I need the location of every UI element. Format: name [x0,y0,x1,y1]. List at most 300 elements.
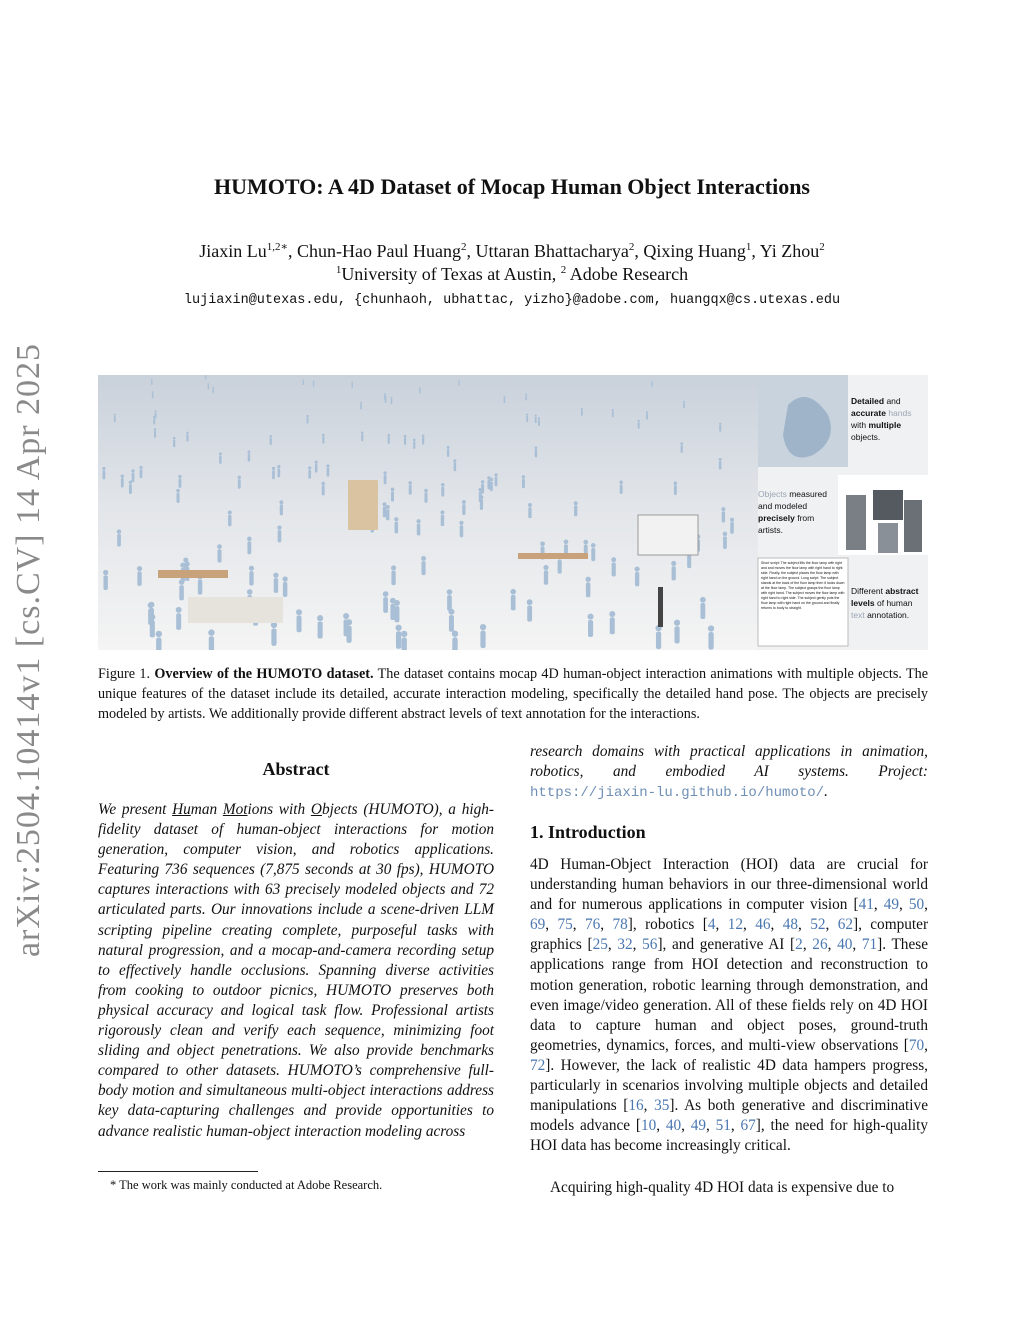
human-figure [270,438,272,445]
human-figure [391,491,394,501]
human-figure-head [383,502,387,506]
human-figure [360,404,362,410]
human-figure [352,383,353,387]
human-figure-head [441,483,445,487]
human-figure [391,399,393,404]
human-figure-head [217,544,222,549]
human-figure [544,570,548,584]
human-figure-head [228,511,232,515]
human-figure-head [343,613,349,619]
human-figure [646,414,648,420]
human-figure [620,484,623,494]
human-figure-head [361,431,364,434]
intro-text: , [802,936,813,954]
footnote: * The work was mainly conducted at Adobe Research. [110,1178,383,1192]
human-figure-head [277,465,280,468]
human-figure [424,493,427,503]
human-figure [687,555,691,568]
human-figure [409,485,412,495]
teaser-figure [98,375,928,650]
human-figure-head [404,435,407,438]
human-figure [511,595,516,611]
intro-text: , [873,896,884,914]
abstract-body: We present Human Motions with Objects (HUMOTO), a high-fidelity dataset of human-object interactions for motion generation, computer vision, and robotics applications. Featuring 736 sequences (7,875 seconds at 30 fps), HUMOTO captures interactions with 63 precisely modeled objects and 72 articulated parts. Our innovations include a scene-driven LLM scripting pipeline creating complete, purposeful tasks with natural progression, and a mocap-and-camera recording setup to effectively handle occlusions. Spanning diverse activities from cooking to outdoor picnics, HUMOTO preserves both physical accuracy and logical task flow. Professional artists rigorously clean and verify each sequence, minimizing foot sliding and object penetrations. We also provide benchmarks compared to other datasets. HUMOTO’s comprehensive full-body motion and simultaneous multi-object interactions address key data-capturing challenges and provide opportunities to advance realistic human-object interaction modeling across [98,801,494,1140]
human-figure-head [487,476,490,479]
citation-link[interactable]: 26 [812,936,828,954]
human-figure-head [219,452,222,455]
citation-link[interactable]: 49 [883,896,900,914]
human-figure [421,561,425,575]
intro-text: ]. As both generative and discriminative models advance [ [530,1097,928,1135]
human-figure [208,385,209,390]
human-figure-head [249,566,254,571]
human-figure-head [208,629,214,635]
intro-text: , [706,1117,716,1135]
human-figure-head [273,573,278,578]
citation-link[interactable]: 2 [795,936,803,954]
human-figure-head [152,391,154,393]
human-figure [722,511,725,522]
human-figure-head [543,565,548,570]
human-figure [612,411,614,417]
human-figure-head [637,420,639,422]
human-figure [396,631,401,649]
human-figure [176,493,179,503]
human-figure-head [139,466,142,469]
human-figure [480,631,485,649]
human-figure [480,499,483,510]
human-figure [155,412,157,418]
human-figure-head [538,417,540,419]
human-figure-head [351,382,353,384]
citation-link[interactable]: 35 [654,1097,670,1115]
citation-link[interactable]: 67 [740,1117,756,1135]
human-figure-head [395,625,401,631]
human-figure-head [208,383,210,385]
human-figure-head [308,466,311,469]
human-figure-head [453,459,456,462]
human-figure-head [154,428,157,431]
intro-text: , [632,936,643,954]
human-figure [581,410,583,416]
intro-text: , [656,1117,666,1135]
human-figure-head [148,602,154,608]
citation-link[interactable]: 72 [530,1056,546,1074]
human-figure [117,534,121,546]
citation-link[interactable]: 76 [585,916,601,934]
intro-text: ], computer graphics [ [530,916,929,954]
human-figure-head [730,518,734,522]
human-figure-head [183,558,188,563]
human-figure-head [383,471,386,474]
human-figure-head [447,446,450,449]
human-figure [683,403,685,408]
citation-link[interactable]: 52 [810,916,826,934]
human-figure-head [313,381,315,383]
human-figure [401,637,406,650]
human-figure-head [535,415,537,417]
human-figure-head [413,439,416,442]
human-figure [198,580,202,595]
intro-text: , [825,916,838,934]
human-figure-head [585,577,590,582]
human-figure [274,578,278,593]
intro-text: , [924,1036,928,1054]
human-figure-head [390,598,396,604]
human-figure [313,382,314,386]
human-figure [132,473,135,482]
human-figure-head [296,609,302,615]
human-figure-head [459,521,463,525]
human-figure [413,441,415,449]
human-figure [153,418,155,424]
human-figure [297,616,302,633]
human-figure-head [103,570,108,575]
human-figure [137,572,141,586]
human-figure [525,395,527,400]
human-figure [522,479,525,488]
human-figure-head [178,475,181,478]
human-figure [535,449,537,457]
human-figure [219,456,221,464]
human-figure-head [360,402,362,404]
human-figure [610,617,615,634]
intro-text: , [770,916,783,934]
human-figure-head [384,393,386,395]
human-figure-head [315,461,318,464]
citation-link[interactable]: 16 [628,1097,644,1115]
human-figure [719,425,721,432]
human-figure [114,416,116,422]
citation-link[interactable]: 78 [612,916,628,934]
citation-link[interactable]: 25 [592,936,608,954]
human-figure-head [247,450,250,453]
human-figure [674,626,679,643]
human-figure [526,416,528,422]
human-figure-head [386,505,390,509]
human-figure [148,608,153,624]
human-figure-head [416,519,420,523]
paper-title: HUMOTO: A 4D Dataset of Mocap Human Object Interactions [214,174,810,199]
human-figure [121,478,124,487]
human-figure [635,572,639,586]
human-figure [151,381,152,385]
intro-text: ]. However, the lack of realistic 4D data hampers progress, particularly in scenarios involving multiple objects and detailed manipulations [ [530,1056,928,1115]
human-figure [344,619,349,636]
human-figure-head [131,469,134,472]
human-figure-head [700,597,706,603]
human-figure [152,393,153,398]
human-figure [395,522,399,534]
human-figure-head [282,576,287,581]
human-figure [591,548,595,561]
section-heading-introduction: 1. Introduction [530,822,646,842]
human-figure [422,437,424,444]
human-figure-head [674,620,680,626]
human-figure [272,470,275,479]
human-figure-head [611,557,616,562]
citation-link[interactable]: 48 [782,916,798,934]
human-figure [419,389,420,394]
citation-link[interactable]: 4 [707,916,716,934]
human-figure-head [591,543,596,548]
human-figure [574,505,577,516]
human-figure [490,481,493,491]
human-figure-head [422,435,425,438]
author-emails: lujiaxin@utexas.edu, {chunhaoh, ubhattac, yizho}@adobe.com, huangqx@cs.utexas.edu [183,293,841,308]
human-figure-head [480,624,486,630]
human-figure [452,637,457,650]
intro-text: , [643,1097,655,1115]
human-figure [176,613,181,630]
project-link[interactable]: https://jiaxin-lu.github.io/humoto/ [530,785,825,802]
human-figure [249,571,253,585]
figure-caption: Figure 1. Overview of the HUMOTO dataset. The dataset contains mocap 4D human-object interaction animations with multiple objects. The unique features of the dataset include its detailed, accurate interaction modeling, specifically the detailed hand pose. The objects are precisely modeled by artists. We additionally provide different abstract levels of text annotation for the interactions. [98,666,929,722]
citation-link[interactable]: 70 [908,1036,925,1054]
human-figure-head [326,464,329,467]
human-figure-head [708,625,714,631]
human-figure-head [528,503,532,507]
human-figure [383,597,388,613]
human-figure [213,388,214,393]
human-figure [385,398,387,403]
human-figure-head [102,467,105,470]
human-figure-head [391,565,396,570]
human-figure-head [503,396,505,398]
citation-link[interactable]: 49 [690,1117,707,1135]
human-figure [303,381,304,385]
human-figure [528,507,531,518]
human-figure-head [674,481,678,485]
human-figure [495,477,498,486]
human-figure [458,381,459,385]
human-figure-head [317,615,323,621]
human-figure [535,417,537,423]
intro-text: , [681,1117,691,1135]
human-figure-head [212,386,214,388]
human-figure [404,438,406,445]
human-figure [638,422,640,428]
citation-link[interactable]: 40 [837,936,853,954]
human-figure [205,375,206,379]
human-figure [730,522,734,534]
human-figure [390,604,395,620]
human-figure [315,464,318,473]
human-figure [283,582,287,597]
human-figure-head [671,561,676,566]
human-figure [361,434,363,441]
arxiv-stamp: arXiv:2504.10414v1 [cs.CV] 14 Apr 2025 [10,342,47,958]
intro-text: , [899,896,909,914]
human-figure-head [721,507,725,511]
human-figure [308,470,311,479]
human-figure-head [401,631,407,637]
human-figure-head [534,446,537,449]
human-figure-head [480,495,484,499]
citation-link[interactable]: 69 [530,916,546,934]
human-figure [318,622,323,639]
human-figure-head [458,380,460,382]
human-figure [454,463,457,472]
human-figure [154,431,156,438]
human-figure-head [525,393,527,395]
human-figure-head [719,458,722,461]
human-figure-head [383,591,389,597]
human-figure [441,487,444,497]
intro-paragraph-2: Acquiring high-quality 4D HOI data is expensive due to [550,1179,895,1196]
human-figure [278,530,282,542]
human-figure-head [269,435,272,438]
human-figure-head [137,566,142,571]
human-figure [462,504,465,515]
human-figure [228,515,231,526]
intro-text: ]. These applications range from HOI detection and reconstruction to motion generation, robotic learning through demonstration, and even image/video generation. All of these fields rely on 4D HOI data to capture human and object poses, ground-truth geometries, dynamics, forces, and multi-view observations [ [530,936,928,1054]
human-figure [322,486,325,496]
human-figure [651,383,652,387]
human-figure [447,449,449,457]
human-figure [383,506,386,517]
citation-link[interactable]: 75 [557,916,573,934]
human-figure-head [186,432,189,435]
human-figure [681,445,683,453]
human-figure [504,398,506,403]
human-figure [103,575,107,590]
intro-text: , [730,1117,741,1135]
human-figure [388,437,390,444]
human-figure-head [448,609,454,615]
human-figure-head [651,381,653,383]
human-figure [672,566,676,580]
abstract-continuation: research domains with practical applications in animation, robotics, and embodied AI systems. Project: https://jiaxin-lu.github.io/humoto/. [530,743,928,802]
citation-link[interactable]: 41 [858,896,874,914]
human-figure-head [114,414,116,416]
human-figure [612,563,616,577]
human-figure [417,524,421,536]
human-figure [277,468,280,477]
citation-link[interactable]: 71 [861,936,878,954]
human-figure [173,440,175,447]
human-figure-head [247,589,253,595]
human-figure [247,541,251,554]
human-figure [723,536,727,549]
human-figure-head [452,631,458,637]
author-list: Jiaxin $Lu^{1,2∗}$, Chun-Hao Paul Huang$^2$, Uttaran Bhattacharya$^2$, Qixing Huang$^1$, Yi Zhou$^2$ [199,241,825,261]
human-figure-head [522,475,525,478]
human-figure-head [723,532,728,537]
intro-text: , [797,916,811,934]
human-figure-head [176,489,180,493]
citation-link[interactable]: 10 [640,1117,657,1135]
citation-link[interactable]: 46 [755,916,771,934]
human-figure [140,469,143,478]
human-figure [271,628,276,645]
human-figure-head [612,409,614,411]
objects-panel-label: Objects measured and modeled precisely from artists. [758,489,827,535]
human-figure [280,504,283,515]
citation-link[interactable]: 62 [837,916,853,934]
human-figure-head [176,607,182,613]
citation-link[interactable]: 12 [727,916,743,934]
human-figure [186,434,188,441]
affiliations: $^1$University of Texas at Austin, $^2$ Adobe Research [335,264,689,284]
human-figure-head [440,510,444,514]
human-figure-head [173,437,176,440]
human-figure-head [424,489,428,493]
intro-paragraph-1 [530,855,928,1156]
human-figure-head [540,541,545,546]
human-figure [656,632,661,650]
human-figure [558,560,562,574]
human-figure [209,636,214,650]
human-figure-head [117,529,121,533]
human-figure [441,515,444,526]
human-figure-head [154,410,156,412]
human-figure-head [391,397,393,399]
human-figure-head [680,442,683,445]
human-figure-head [394,517,398,521]
intro-text: ], the need for high-quality HOI data has become increasingly critical. [530,1117,928,1155]
human-figure-head [419,387,421,389]
human-figure-head [646,411,648,413]
intro-text: , [545,916,558,934]
human-figure-head [447,589,453,595]
human-figure-head [581,408,583,410]
human-figure [674,485,677,495]
citation-link[interactable]: 32 [617,936,633,954]
footnote-rule [98,1171,258,1172]
intro-text: ], and generative AI [ [657,936,796,954]
human-figure-head [588,614,594,620]
abstract-heading: Abstract [262,759,330,779]
human-figure-head [719,423,721,425]
human-figure-head [387,434,390,437]
human-figure [386,509,389,520]
human-figure-head [272,467,275,470]
human-figure-head [583,540,588,545]
human-figure [129,484,132,494]
intro-text: , [924,896,928,914]
human-figure-head [121,474,124,477]
human-figure-head [635,566,640,571]
human-figure-head [385,396,387,398]
human-figure [179,478,182,487]
citation-link[interactable]: 50 [908,896,925,914]
human-figure [527,605,532,621]
human-figure-head [238,476,241,479]
human-figure [103,470,106,479]
human-figure [719,461,722,470]
citation-link[interactable]: 51 [715,1117,731,1135]
human-figure [218,549,222,562]
intro-text: , [607,936,618,954]
human-figure-head [306,415,308,417]
intro-text: , [827,936,838,954]
intro-text: 4D Human-Object Interaction (HOI) data are crucial for understanding human behaviors in our three-dimensional world and for numerous applications in computer vision [ [530,856,928,914]
text-annotation-snippet: Short script: The subject lifts the floor lamp with right and and moves the floor lamp with right hand to right side. Finally, the subject places the floor lamp with right hand on the ground. Long script: The subject stands at the back of the floor lamp then it looks down at the floor lamp. The subject grasps the floor lamp with right hand. The subject moves the floor lamp with right hand to right side. The subject gently puts the floor lamp with right hand on the ground and finally returns to body to straight. [761,561,845,610]
human-figure [322,436,324,443]
citation-link[interactable]: 56 [642,936,658,954]
human-figure [708,632,713,650]
human-figure-head [391,488,395,492]
human-figure-head [526,414,528,416]
text-panel-label: Different abstract levels of human text annotation. [851,586,919,620]
intro-text: , [742,916,756,934]
human-figure [307,417,309,423]
citation-link[interactable]: 40 [665,1117,682,1135]
human-figure-head [481,480,485,484]
human-figure-head [494,473,497,476]
human-figure-head [279,500,283,504]
